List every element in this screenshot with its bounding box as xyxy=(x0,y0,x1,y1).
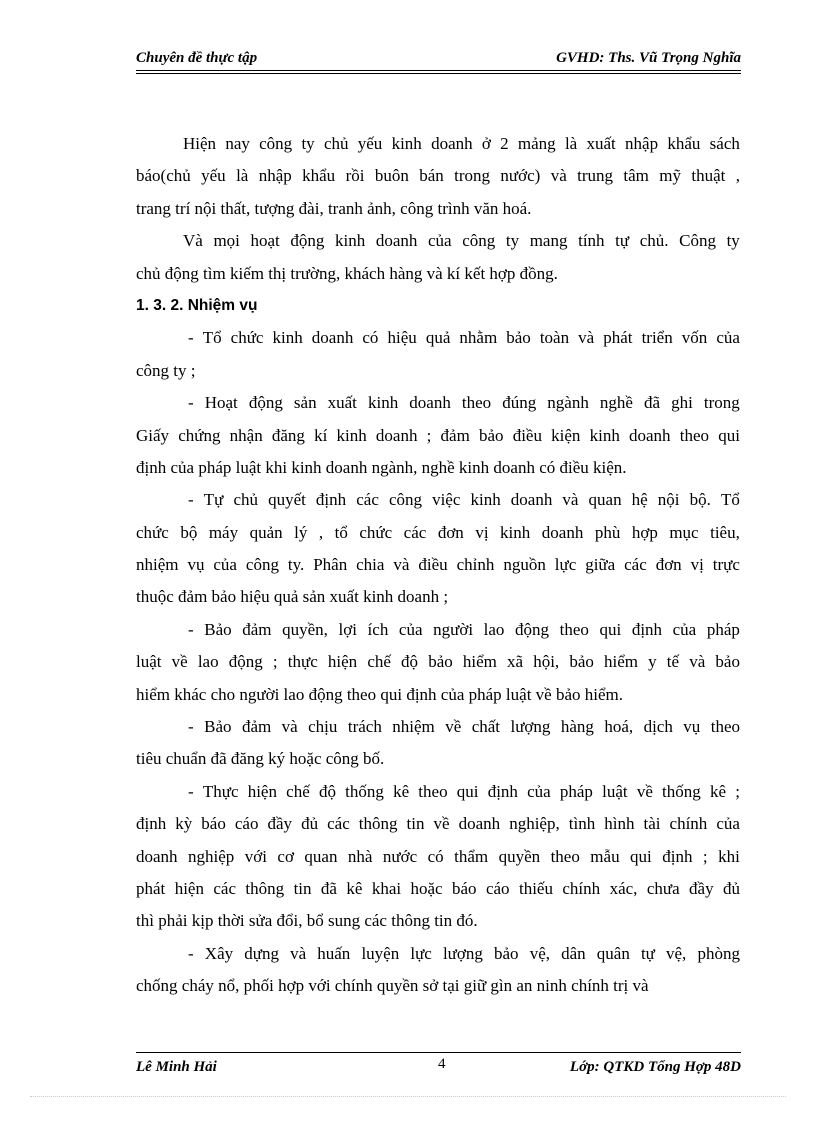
text-line: chống cháy nổ, phối hợp với chính quyền sở tại giữ gìn an ninh chính trị và xyxy=(136,976,649,996)
text-line: thuộc đảm bảo hiệu quả sản xuất kinh doanh ; xyxy=(136,587,449,607)
text-line: chức bộ máy quản lý , tổ chức các đơn vị kinh doanh phù hợp mục tiêu, xyxy=(136,522,740,542)
text-line: hiểm khác cho người lao động theo qui định của pháp luật về bảo hiểm. xyxy=(136,684,623,704)
text-line: chủ động tìm kiếm thị trường, khách hàng và kí kết hợp đồng. xyxy=(136,263,558,283)
text-line: - Tự chủ quyết định các công việc kinh doanh và quan hệ nội bộ. Tổ xyxy=(188,490,740,510)
paragraph xyxy=(136,229,740,294)
text-line: - Tổ chức kinh doanh có hiệu quả nhằm bảo toàn và phát triển vốn của xyxy=(188,328,740,348)
section-heading: 1. 3. 2. Nhiệm vụ xyxy=(136,296,258,314)
text-line: - Hoạt động sản xuất kinh doanh theo đúng ngành nghề đã ghi trong xyxy=(188,393,740,413)
paragraph xyxy=(136,618,740,715)
text-line: công ty ; xyxy=(136,360,196,380)
header-right: GVHD: Ths. Vũ Trọng Nghĩa xyxy=(556,50,741,66)
page-header xyxy=(136,50,741,71)
text-line: thì phải kịp thời sửa đổi, bổ sung các thông tin đó. xyxy=(136,911,478,931)
text-line: - Bảo đảm quyền, lợi ích của người lao động theo qui định của pháp xyxy=(188,619,740,639)
text-line: - Xây dựng và huấn luyện lực lượng bảo vệ, dân quân tự vệ, phòng xyxy=(188,943,740,963)
page-number: 4 xyxy=(438,1056,446,1072)
text-line: trang trí nội thất, tượng đài, tranh ảnh, công trình văn hoá. xyxy=(136,198,532,218)
document-body xyxy=(136,132,740,1007)
text-line: định kỳ báo cáo đầy đủ các thông tin về doanh nghiệp, tình hình tài chính của xyxy=(136,814,740,834)
text-line: doanh nghiệp với cơ quan nhà nước có thẩm quyền theo mẫu qui định ; khi xyxy=(136,846,740,866)
footer-author: Lê Minh Hải xyxy=(136,1059,217,1075)
text-line: luật về lao động ; thực hiện chế độ bảo hiểm xã hội, bảo hiểm y tế và bảo xyxy=(136,652,740,672)
text-line: tiêu chuẩn đã đăng ký hoặc công bố. xyxy=(136,749,385,769)
text-line: nhiệm vụ của công ty. Phân chia và điều chỉnh nguồn lực giữa các đơn vị trực xyxy=(136,555,740,575)
paragraph xyxy=(136,326,740,391)
paragraph xyxy=(136,488,740,618)
text-line: báo(chủ yếu là nhập khẩu rồi buôn bán trong nước) và trung tâm mỹ thuật , xyxy=(136,166,740,186)
text-line: Giấy chứng nhận đăng kí kinh doanh ; đảm bảo điều kiện kinh doanh theo qui xyxy=(136,425,740,445)
page-edge-divider xyxy=(30,1096,786,1097)
paragraph xyxy=(136,132,740,229)
footer-class: Lớp: QTKD Tổng Hợp 48D xyxy=(569,1059,741,1075)
text-line: định của pháp luật khi kinh doanh ngành, nghề kinh doanh có điều kiện. xyxy=(136,457,627,477)
text-line: Và mọi hoạt động kinh doanh của công ty mang tính tự chủ. Công ty xyxy=(183,231,740,251)
paragraph xyxy=(136,715,740,780)
paragraph xyxy=(136,942,740,1007)
text-line: - Thực hiện chế độ thống kê theo qui định của pháp luật về thống kê ; xyxy=(188,781,740,801)
text-line: Hiện nay công ty chủ yếu kinh doanh ở 2 mảng là xuất nhập khẩu sách xyxy=(183,134,740,153)
paragraph xyxy=(136,391,740,488)
text-line: - Bảo đảm và chịu trách nhiệm về chất lượng hàng hoá, dịch vụ theo xyxy=(188,717,740,737)
header-left: Chuyên đề thực tập xyxy=(136,50,258,66)
paragraph xyxy=(136,780,740,942)
text-line: phát hiện các thông tin đã kê khai hoặc báo cáo thiếu chính xác, chưa đầy đủ xyxy=(136,878,740,898)
page-footer xyxy=(136,1052,741,1077)
